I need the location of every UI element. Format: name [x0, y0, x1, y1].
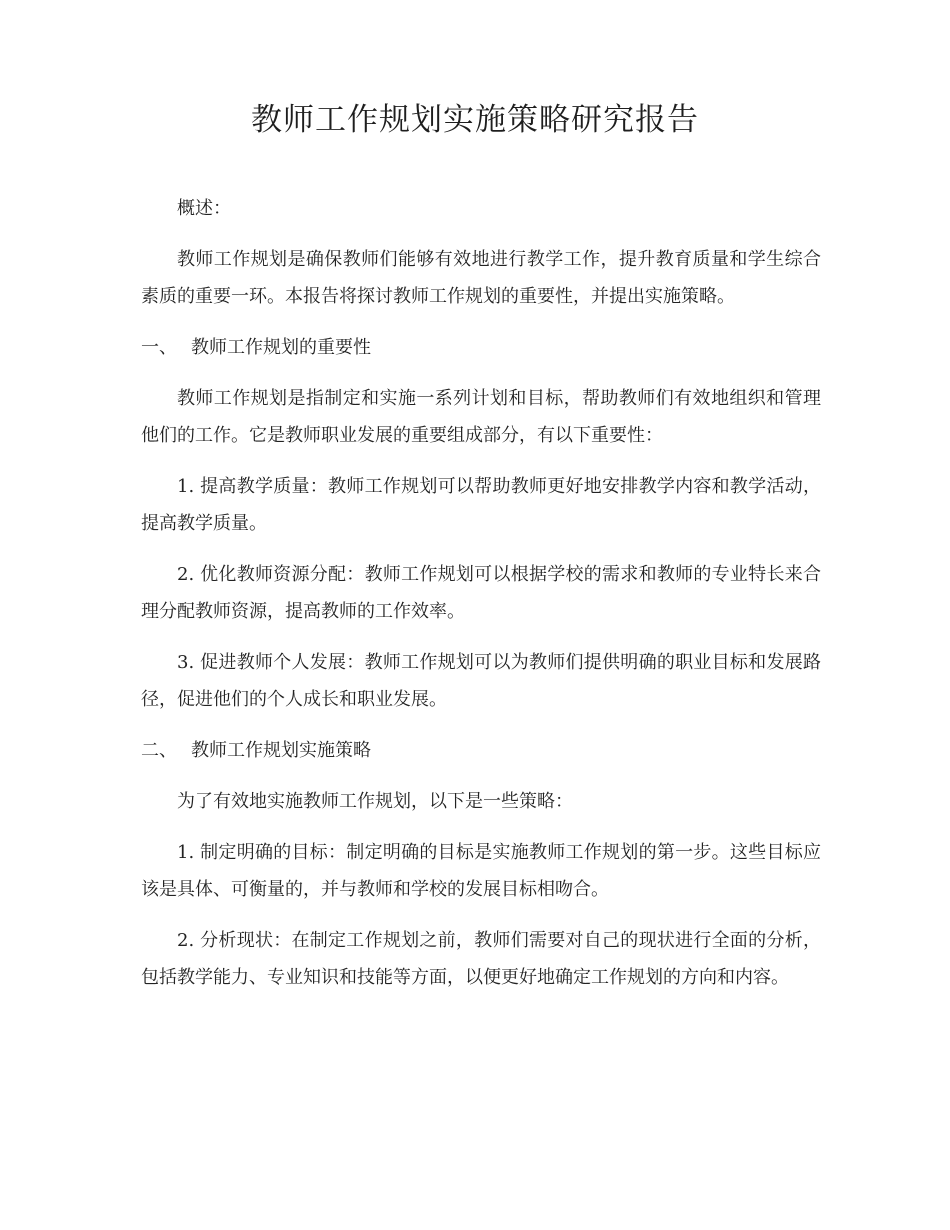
section-1-intro: 教师工作规划是指制定和实施一系列计划和目标，帮助教师们有效地组织和管理他们的工作。它是教师职业发展的重要组成部分，有以下重要性：	[141, 388, 821, 446]
section-2-number: 二、	[141, 740, 177, 761]
section-2-title: 教师工作规划实施策略	[191, 740, 371, 761]
section-1-title: 教师工作规划的重要性	[191, 337, 371, 358]
section-2-intro: 为了有效地实施教师工作规划，以下是一些策略：	[177, 791, 573, 812]
section-2-item-2: 2. 分析现状：在制定工作规划之前，教师们需要对自己的现状进行全面的分析，包括教学能力、专业知识和技能等方面，以便更好地确定工作规划的方向和内容。	[141, 930, 821, 988]
section-1-item-1: 1. 提高教学质量：教师工作规划可以帮助教师更好地安排教学内容和教学活动，提高教学质量。	[141, 476, 821, 534]
document-title: 教师工作规划实施策略研究报告	[251, 102, 699, 138]
section-1-item-3: 3. 促进教师个人发展：教师工作规划可以为教师们提供明确的职业目标和发展路径，促进他们的个人成长和职业发展。	[141, 652, 821, 710]
overview-label: 概述：	[177, 198, 231, 219]
section-1-heading	[141, 329, 821, 366]
section-1-item-2: 2. 优化教师资源分配：教师工作规划可以根据学校的需求和教师的专业特长来合理分配教师资源，提高教师的工作效率。	[141, 564, 821, 622]
section-1-number: 一、	[141, 337, 177, 358]
document-body	[141, 190, 821, 1010]
section-2-item-1: 1. 制定明确的目标：制定明确的目标是实施教师工作规划的第一步。这些目标应该是具体、可衡量的，并与教师和学校的发展目标相吻合。	[141, 842, 821, 900]
section-2-heading	[141, 732, 821, 769]
overview-paragraph: 教师工作规划是确保教师们能够有效地进行教学工作，提升教育质量和学生综合素质的重要一环。本报告将探讨教师工作规划的重要性，并提出实施策略。	[141, 249, 821, 307]
